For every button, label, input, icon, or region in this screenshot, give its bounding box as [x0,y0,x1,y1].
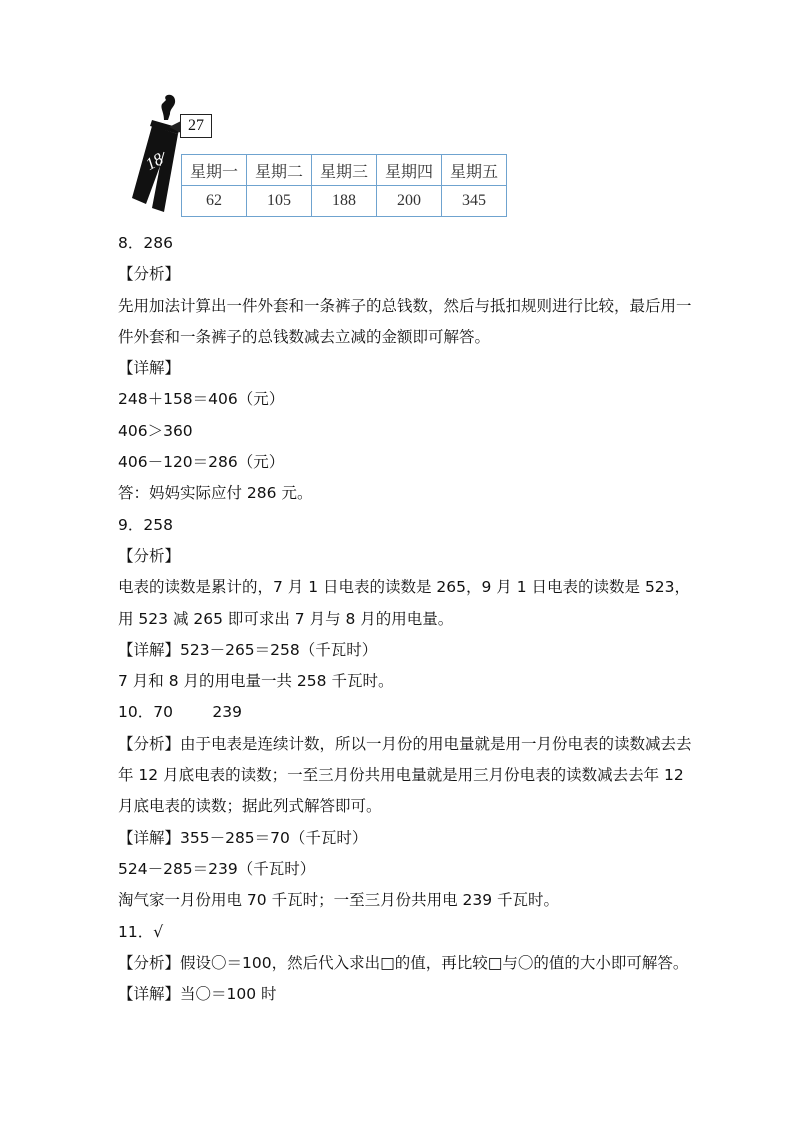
header-cell: 星期一 [182,155,247,186]
q10-analysis-text: 【分析】由于电表是连续计数，所以一月份的用电量就是用一月份电表的读数减去去年 12 月底电表的读数；一至三月份共用电量就是用三月份电表的读数减去去年 12 月底电表的读数；据此列式解答即可。 [118,734,692,816]
clothing-figure [118,92,508,222]
header-cell: 星期五 [442,155,507,186]
q11-header: 11．√ [118,922,164,941]
answer-content [118,228,698,1010]
value-cell: 188 [312,186,377,217]
q9-answer: 7 月和 8 月的用电量一共 258 千瓦时。 [118,672,394,691]
q11-analysis-text: 【分析】假设〇＝100，然后代入求出□的值，再比较□与〇的值的大小即可解答。 [118,953,689,972]
value-cell: 62 [182,186,247,217]
q8-calc-line-3: 406－120＝286（元） [118,453,285,472]
table-header-row [182,155,507,186]
pants-number: 18 [142,149,167,174]
header-cell: 星期三 [312,155,377,186]
value-cell: 105 [247,186,312,217]
q8-calc-line-2: 406＞360 [118,421,193,440]
q11-detail-line: 【详解】当〇＝100 时 [118,985,277,1004]
header-cell: 星期二 [247,155,312,186]
header-cell: 星期四 [377,155,442,186]
q10-calc-line-2: 524－285＝239（千瓦时） [118,859,316,878]
q9-header: 9．258 [118,515,173,534]
q8-analysis-title: 【分析】 [118,265,181,284]
q9-analysis-text: 电表的读数是累计的，7 月 1 日电表的读数是 265，9 月 1 日电表的读数是 523，用 523 减 265 即可求出 7 月与 8 月的用电量。 [118,578,691,628]
value-cell: 200 [377,186,442,217]
q10-answer: 淘气家一月份用电 70 千瓦时；一至三月份共用电 239 千瓦时。 [118,891,560,910]
q8-calc-line-1: 248＋158＝406（元） [118,390,285,409]
q8-header: 8．286 [118,234,173,252]
value-cell: 345 [442,186,507,217]
q10-header: 10．70 239 [118,703,242,722]
price-tag [180,114,212,138]
price-tag-value: 27 [188,117,204,134]
table-value-row [182,186,507,217]
q9-detail-line: 【详解】523－265＝258（千瓦时） [118,640,378,659]
q8-detail-title: 【详解】 [118,359,181,378]
tag-pointer [169,121,181,133]
q8-analysis-text: 先用加法计算出一件外套和一条裤子的总钱数，然后与抵扣规则进行比较，最后用一件外套和一条裤子的总钱数减去立减的金额即可解答。 [118,296,692,346]
q10-detail-line: 【详解】355－285＝70（千瓦时） [118,828,368,847]
weekday-table [181,154,507,217]
q8-answer: 答：妈妈实际应付 286 元。 [118,484,313,503]
q9-analysis-title: 【分析】 [118,546,181,565]
